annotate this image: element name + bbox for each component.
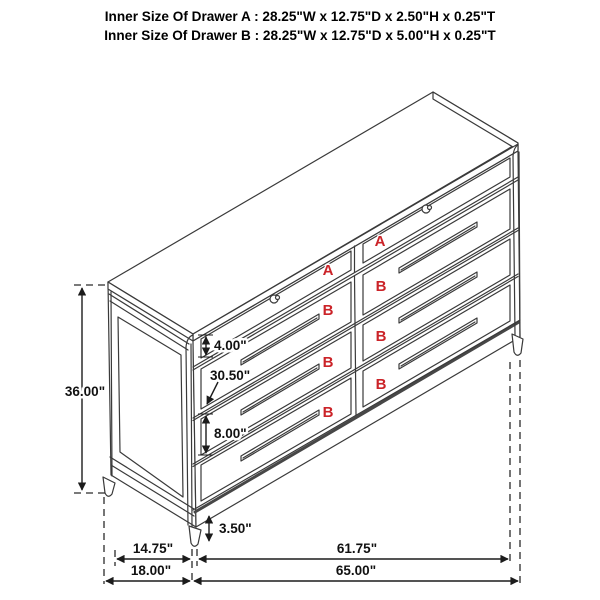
dimension-overall-depth [106,563,190,581]
dimension-overall-height [65,285,110,493]
dimension-depth-leg-span [117,541,190,559]
front-left-leg [189,526,201,546]
marker-b-left-2: B [322,354,334,371]
overall-height-label: 36.00" [64,384,106,399]
dimension-leg-height [209,516,252,541]
overall-depth-label: 18.00" [130,563,172,578]
dimension-overall-width [194,563,518,581]
width-leg-span-label: 61.75" [336,541,378,556]
drawer-b-height-label: 8.00" [214,426,247,441]
marker-b-left-3: B [322,404,334,421]
leg-height-label: 3.50" [219,521,252,536]
marker-a-left: A [322,262,334,279]
marker-b-right-1: B [375,278,387,295]
marker-a-right: A [374,233,386,250]
marker-b-left-1: B [322,302,334,319]
marker-b-right-2: B [375,328,387,345]
dimension-width-leg-span [199,541,508,559]
title-line-2: Inner Size Of Drawer B : 28.25"W x 12.75"D x 5.00"H x 0.25"T [104,27,496,43]
drawer-a-height-label: 4.00" [214,338,247,353]
title-line-1: Inner Size Of Drawer A : 28.25"W x 12.75"D x 2.50"H x 0.25"T [104,9,496,24]
depth-leg-span-label: 14.75" [132,541,174,556]
drawer-stack-height-label: 30.50" [210,368,251,383]
front-right-leg [512,334,523,355]
marker-b-right-3: B [375,376,387,393]
overall-width-label: 65.00" [335,563,377,578]
